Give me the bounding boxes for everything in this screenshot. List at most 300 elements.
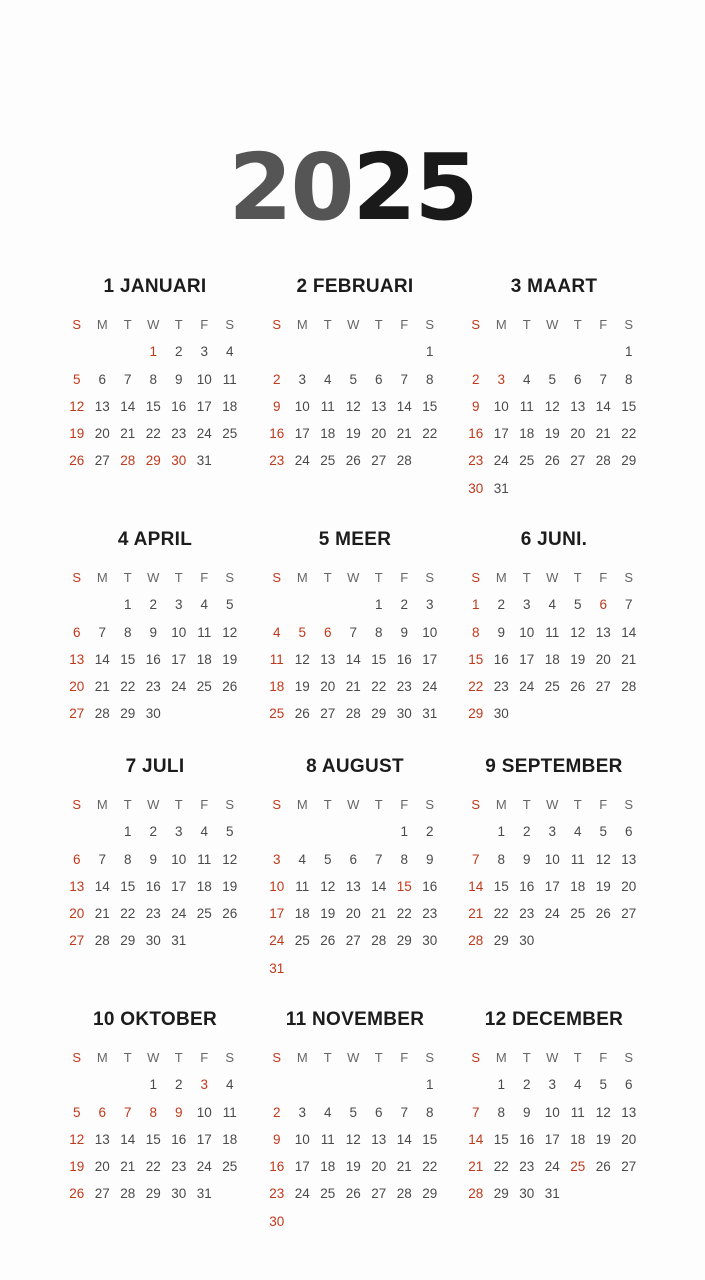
empty-cell — [366, 818, 392, 845]
weekday-label: T — [374, 1050, 383, 1065]
empty-cell — [90, 818, 116, 845]
empty-cell — [341, 818, 367, 845]
empty-cell — [290, 818, 316, 845]
weekday-label: S — [72, 317, 82, 332]
day-cell: 24 — [422, 679, 438, 695]
empty-cell — [514, 338, 540, 365]
day-cell: 1 — [497, 1077, 505, 1093]
day-cell: 21 — [94, 679, 110, 695]
day-cell: 3 — [425, 597, 434, 613]
day-cell: 31 — [544, 1186, 560, 1202]
holiday-day-cell: 30 — [468, 480, 484, 496]
day-cell: 20 — [595, 651, 611, 667]
day-cell: 25 — [294, 933, 310, 949]
weekday-label: S — [225, 317, 235, 332]
day-cell: 19 — [570, 651, 586, 667]
weekday-label: S — [272, 1050, 282, 1065]
weekday-label: T — [374, 797, 383, 812]
day-cell: 28 — [345, 706, 361, 722]
day-cell: 18 — [320, 1159, 336, 1175]
weekday-label: S — [425, 317, 435, 332]
day-cell: 16 — [493, 651, 509, 667]
holiday-day-cell: 30 — [269, 1213, 285, 1229]
empty-cell — [591, 338, 617, 365]
month-title: 11 NOVEMBER — [285, 1009, 425, 1030]
day-cell: 20 — [371, 1159, 387, 1175]
day-cell: 8 — [149, 371, 157, 387]
day-cell: 16 — [145, 878, 161, 894]
empty-cell — [90, 338, 116, 365]
day-cell: 18 — [320, 426, 336, 442]
day-cell: 3 — [548, 1077, 556, 1093]
weekday-label: T — [573, 797, 582, 812]
day-cell: 12 — [595, 1104, 611, 1120]
day-cell: 27 — [345, 933, 361, 949]
day-cell: 2 — [400, 597, 408, 613]
day-cell: 14 — [621, 624, 637, 640]
day-cell: 18 — [196, 651, 212, 667]
empty-cell — [463, 1071, 489, 1098]
day-cell: 29 — [120, 933, 136, 949]
empty-cell — [463, 338, 489, 365]
day-cell: 20 — [320, 679, 336, 695]
holiday-day-cell: 8 — [471, 624, 480, 640]
day-cell: 26 — [544, 453, 560, 469]
weekday-label: T — [323, 317, 332, 332]
day-cell: 26 — [294, 706, 310, 722]
holiday-day-cell: 27 — [69, 933, 85, 949]
holiday-day-cell: 20 — [69, 906, 85, 922]
day-cell: 11 — [545, 624, 560, 640]
holiday-day-cell: 2 — [471, 371, 480, 387]
holiday-day-cell: 9 — [174, 1104, 183, 1120]
day-cell: 4 — [323, 1104, 332, 1120]
empty-cell — [341, 1071, 367, 1098]
day-cell: 1 — [624, 344, 633, 360]
day-cell: 14 — [371, 878, 387, 894]
day-cell: 8 — [624, 371, 633, 387]
day-cell: 29 — [493, 933, 509, 949]
weekday-label: T — [573, 1050, 582, 1065]
day-cell: 10 — [171, 624, 187, 640]
holiday-day-cell: 26 — [69, 453, 85, 469]
holiday-day-cell: 28 — [468, 1186, 484, 1202]
weekday-label: S — [272, 570, 282, 585]
day-cell: 27 — [570, 453, 586, 469]
day-cell: 13 — [371, 1131, 387, 1147]
day-cell: 17 — [493, 426, 509, 442]
day-cell: 11 — [570, 1104, 585, 1120]
weekday-label: S — [624, 1050, 634, 1065]
day-cell: 28 — [396, 453, 412, 469]
day-cell: 5 — [225, 597, 234, 613]
weekday-label: F — [599, 797, 608, 812]
month-grid — [264, 791, 446, 982]
day-cell: 8 — [123, 624, 132, 640]
day-cell: 3 — [522, 597, 531, 613]
holiday-day-cell: 16 — [468, 426, 484, 442]
day-cell: 18 — [294, 906, 310, 922]
day-cell: 28 — [94, 933, 110, 949]
month-grid — [463, 564, 645, 728]
day-cell: 21 — [120, 1159, 136, 1175]
day-cell: 17 — [294, 426, 310, 442]
day-cell: 22 — [120, 679, 136, 695]
day-cell: 25 — [544, 679, 560, 695]
day-cell: 25 — [320, 453, 336, 469]
day-cell: 30 — [493, 706, 509, 722]
day-cell: 17 — [544, 1131, 560, 1147]
day-cell: 1 — [149, 1077, 157, 1093]
day-cell: 29 — [493, 1186, 509, 1202]
day-cell: 1 — [123, 824, 132, 840]
weekday-label: T — [323, 1050, 332, 1065]
day-cell: 5 — [349, 1104, 357, 1120]
weekday-label: S — [425, 797, 435, 812]
day-cell: 17 — [519, 651, 535, 667]
weekday-label: T — [174, 1050, 183, 1065]
holiday-day-cell: 12 — [69, 1131, 85, 1147]
day-cell: 9 — [497, 624, 505, 640]
day-cell: 17 — [196, 1131, 212, 1147]
holiday-day-cell: 15 — [396, 878, 412, 894]
day-cell: 30 — [145, 933, 161, 949]
day-cell: 14 — [94, 878, 110, 894]
day-cell: 31 — [422, 706, 438, 722]
empty-cell — [264, 591, 290, 618]
holiday-day-cell: 25 — [269, 706, 285, 722]
day-cell: 17 — [171, 651, 187, 667]
day-cell: 23 — [519, 906, 535, 922]
month-title: 2 FEBRUARI — [296, 276, 414, 297]
day-cell: 20 — [94, 1159, 110, 1175]
empty-cell — [463, 818, 489, 845]
day-cell: 11 — [222, 371, 237, 387]
weekday-label: S — [425, 570, 435, 585]
day-cell: 26 — [320, 933, 336, 949]
day-cell: 15 — [493, 1131, 509, 1147]
day-cell: 12 — [222, 624, 238, 640]
day-cell: 24 — [196, 1159, 212, 1175]
weekday-label: T — [522, 317, 531, 332]
day-cell: 16 — [519, 878, 535, 894]
day-cell: 4 — [323, 371, 332, 387]
day-cell: 18 — [222, 1131, 238, 1147]
holiday-day-cell: 23 — [269, 1186, 285, 1202]
day-cell: 20 — [371, 426, 387, 442]
day-cell: 29 — [621, 453, 637, 469]
day-cell: 11 — [320, 398, 335, 414]
month-grid — [64, 791, 246, 955]
holiday-day-cell: 13 — [69, 651, 85, 667]
holiday-day-cell: 11 — [269, 651, 284, 667]
day-cell: 22 — [145, 1159, 161, 1175]
day-cell: 12 — [570, 624, 586, 640]
day-cell: 19 — [595, 878, 611, 894]
day-cell: 6 — [624, 824, 633, 840]
empty-cell — [115, 338, 141, 365]
holiday-day-cell: 2 — [272, 371, 281, 387]
day-cell: 4 — [573, 1077, 582, 1093]
day-cell: 15 — [422, 1131, 438, 1147]
day-cell: 3 — [298, 1104, 306, 1120]
month-grid — [463, 1044, 645, 1208]
day-cell: 15 — [422, 398, 438, 414]
day-cell: 15 — [493, 878, 509, 894]
day-cell: 23 — [493, 679, 509, 695]
weekday-label: S — [624, 317, 634, 332]
year-title — [0, 134, 705, 241]
holiday-day-cell: 6 — [72, 624, 81, 640]
day-cell: 26 — [345, 1186, 361, 1202]
month-title: 1 JANUARI — [103, 276, 207, 297]
day-cell: 28 — [120, 1186, 136, 1202]
day-cell: 2 — [174, 1077, 183, 1093]
empty-cell — [264, 818, 290, 845]
holiday-day-cell: 1 — [471, 597, 480, 613]
day-cell: 6 — [624, 1077, 633, 1093]
month-title: 12 DECEMBER — [484, 1009, 624, 1030]
day-cell: 13 — [345, 878, 361, 894]
day-cell: 1 — [123, 597, 132, 613]
day-cell: 26 — [345, 453, 361, 469]
day-cell: 16 — [171, 1131, 187, 1147]
holiday-day-cell: 27 — [69, 706, 85, 722]
weekday-label: W — [347, 317, 360, 332]
day-cell: 3 — [174, 824, 183, 840]
day-cell: 11 — [222, 1104, 237, 1120]
holiday-day-cell: 16 — [269, 426, 285, 442]
weekday-label: M — [96, 570, 108, 585]
day-cell: 12 — [345, 1131, 361, 1147]
day-cell: 24 — [171, 906, 187, 922]
day-cell: 10 — [544, 1104, 560, 1120]
day-cell: 30 — [396, 706, 412, 722]
weekday-label: W — [546, 797, 559, 812]
weekday-label: W — [546, 317, 559, 332]
month-block — [463, 272, 645, 502]
day-cell: 9 — [400, 624, 408, 640]
holiday-day-cell: 19 — [69, 426, 85, 442]
weekday-label: T — [123, 570, 132, 585]
year-part-1: 20 — [228, 134, 353, 241]
day-cell: 10 — [294, 398, 310, 414]
year-part-2: 25 — [352, 134, 477, 241]
day-cell: 1 — [425, 344, 434, 360]
empty-cell — [565, 338, 591, 365]
holiday-day-cell: 29 — [468, 706, 484, 722]
day-cell: 21 — [396, 1159, 412, 1175]
day-cell: 19 — [595, 1131, 611, 1147]
day-cell: 21 — [396, 426, 412, 442]
day-cell: 3 — [200, 344, 208, 360]
month-title: 10 OKTOBER — [92, 1009, 218, 1030]
day-cell: 7 — [374, 851, 383, 867]
empty-cell — [264, 1071, 290, 1098]
empty-cell — [90, 591, 116, 618]
day-cell: 9 — [149, 624, 157, 640]
day-cell: 9 — [174, 371, 183, 387]
day-cell: 30 — [145, 706, 161, 722]
holiday-day-cell: 13 — [69, 878, 85, 894]
empty-cell — [366, 338, 392, 365]
day-cell: 23 — [422, 906, 438, 922]
weekday-label: M — [96, 797, 108, 812]
day-cell: 24 — [544, 1159, 560, 1175]
weekday-label: F — [599, 1050, 608, 1065]
weekday-label: W — [147, 570, 160, 585]
day-cell: 3 — [174, 597, 183, 613]
day-cell: 28 — [396, 1186, 412, 1202]
day-cell: 29 — [396, 933, 412, 949]
day-cell: 13 — [570, 398, 586, 414]
holiday-day-cell: 6 — [98, 1104, 106, 1120]
holiday-day-cell: 1 — [149, 344, 157, 360]
weekday-label: T — [573, 570, 582, 585]
day-cell: 24 — [544, 906, 560, 922]
empty-cell — [366, 1071, 392, 1098]
day-cell: 12 — [320, 878, 336, 894]
day-cell: 26 — [222, 906, 238, 922]
day-cell: 27 — [371, 1186, 387, 1202]
day-cell: 5 — [548, 371, 556, 387]
day-cell: 2 — [174, 344, 183, 360]
day-cell: 15 — [621, 398, 637, 414]
day-cell: 2 — [497, 597, 505, 613]
weekday-label: M — [96, 317, 108, 332]
empty-cell — [392, 1071, 418, 1098]
day-cell: 10 — [196, 371, 212, 387]
day-cell: 21 — [621, 651, 637, 667]
holiday-day-cell: 6 — [599, 597, 607, 613]
day-cell: 14 — [345, 651, 361, 667]
weekday-label: T — [174, 797, 183, 812]
day-cell: 11 — [197, 624, 212, 640]
day-cell: 14 — [595, 398, 611, 414]
month-title: 4 APRIL — [117, 529, 193, 550]
day-cell: 27 — [371, 453, 387, 469]
day-cell: 18 — [519, 426, 535, 442]
day-cell: 24 — [519, 679, 535, 695]
day-cell: 18 — [196, 878, 212, 894]
weekday-label: S — [225, 1050, 235, 1065]
day-cell: 19 — [345, 426, 361, 442]
empty-cell — [64, 338, 90, 365]
day-cell: 29 — [422, 1186, 438, 1202]
day-cell: 21 — [120, 426, 136, 442]
holiday-day-cell: 6 — [72, 851, 81, 867]
month-grid — [264, 564, 446, 728]
day-cell: 26 — [222, 679, 238, 695]
day-cell: 13 — [371, 398, 387, 414]
month-block — [64, 272, 246, 475]
day-cell: 29 — [120, 706, 136, 722]
holiday-day-cell: 4 — [272, 624, 281, 640]
day-cell: 28 — [595, 453, 611, 469]
empty-cell — [540, 338, 566, 365]
day-cell: 12 — [222, 851, 238, 867]
month-title: 5 MEER — [318, 529, 392, 550]
day-cell: 12 — [544, 398, 560, 414]
day-cell: 3 — [298, 371, 306, 387]
day-cell: 16 — [396, 651, 412, 667]
day-cell: 20 — [621, 878, 637, 894]
weekday-label: T — [522, 797, 531, 812]
weekday-label: F — [200, 570, 209, 585]
day-cell: 22 — [422, 1159, 438, 1175]
day-cell: 20 — [345, 906, 361, 922]
holiday-day-cell: 28 — [468, 933, 484, 949]
day-cell: 16 — [171, 398, 187, 414]
day-cell: 4 — [225, 1077, 234, 1093]
weekday-label: M — [495, 797, 507, 812]
holiday-day-cell: 7 — [471, 1104, 480, 1120]
day-cell: 26 — [570, 679, 586, 695]
holiday-day-cell: 19 — [69, 1159, 85, 1175]
day-cell: 12 — [595, 851, 611, 867]
day-cell: 7 — [400, 371, 408, 387]
weekday-label: T — [323, 797, 332, 812]
month-grid — [64, 564, 246, 728]
day-cell: 21 — [595, 426, 611, 442]
day-cell: 11 — [320, 1131, 335, 1147]
holiday-day-cell: 3 — [272, 851, 281, 867]
day-cell: 16 — [145, 651, 161, 667]
holiday-day-cell: 3 — [200, 1077, 208, 1093]
day-cell: 8 — [425, 371, 434, 387]
day-cell: 30 — [171, 1186, 187, 1202]
empty-cell — [115, 1071, 141, 1098]
empty-cell — [64, 1071, 90, 1098]
month-block — [264, 525, 446, 728]
holiday-day-cell: 29 — [145, 453, 161, 469]
day-cell: 22 — [621, 426, 637, 442]
day-cell: 16 — [422, 878, 438, 894]
day-cell: 6 — [573, 371, 582, 387]
day-cell: 17 — [196, 398, 212, 414]
weekday-label: F — [200, 1050, 209, 1065]
day-cell: 25 — [222, 1159, 238, 1175]
day-cell: 8 — [497, 1104, 505, 1120]
day-cell: 5 — [225, 824, 234, 840]
holiday-day-cell: 21 — [468, 1159, 484, 1175]
holiday-day-cell: 10 — [269, 878, 285, 894]
holiday-day-cell: 7 — [471, 851, 480, 867]
day-cell: 4 — [225, 344, 234, 360]
day-cell: 29 — [145, 1186, 161, 1202]
holiday-day-cell: 9 — [471, 398, 480, 414]
day-cell: 25 — [320, 1186, 336, 1202]
holiday-day-cell: 25 — [570, 1159, 586, 1175]
day-cell: 12 — [345, 398, 361, 414]
weekday-label: S — [225, 797, 235, 812]
empty-cell — [64, 818, 90, 845]
weekday-label: M — [296, 317, 308, 332]
weekday-label: S — [471, 1050, 481, 1065]
day-cell: 26 — [595, 906, 611, 922]
day-cell: 24 — [294, 1186, 310, 1202]
day-cell: 27 — [621, 906, 637, 922]
holiday-day-cell: 31 — [269, 960, 285, 976]
day-cell: 18 — [222, 398, 238, 414]
month-block — [463, 752, 645, 955]
weekday-label: F — [200, 797, 209, 812]
day-cell: 4 — [200, 824, 208, 840]
day-cell: 8 — [123, 851, 132, 867]
day-cell: 15 — [371, 651, 387, 667]
weekday-label: F — [400, 570, 409, 585]
weekday-label: T — [123, 1050, 132, 1065]
